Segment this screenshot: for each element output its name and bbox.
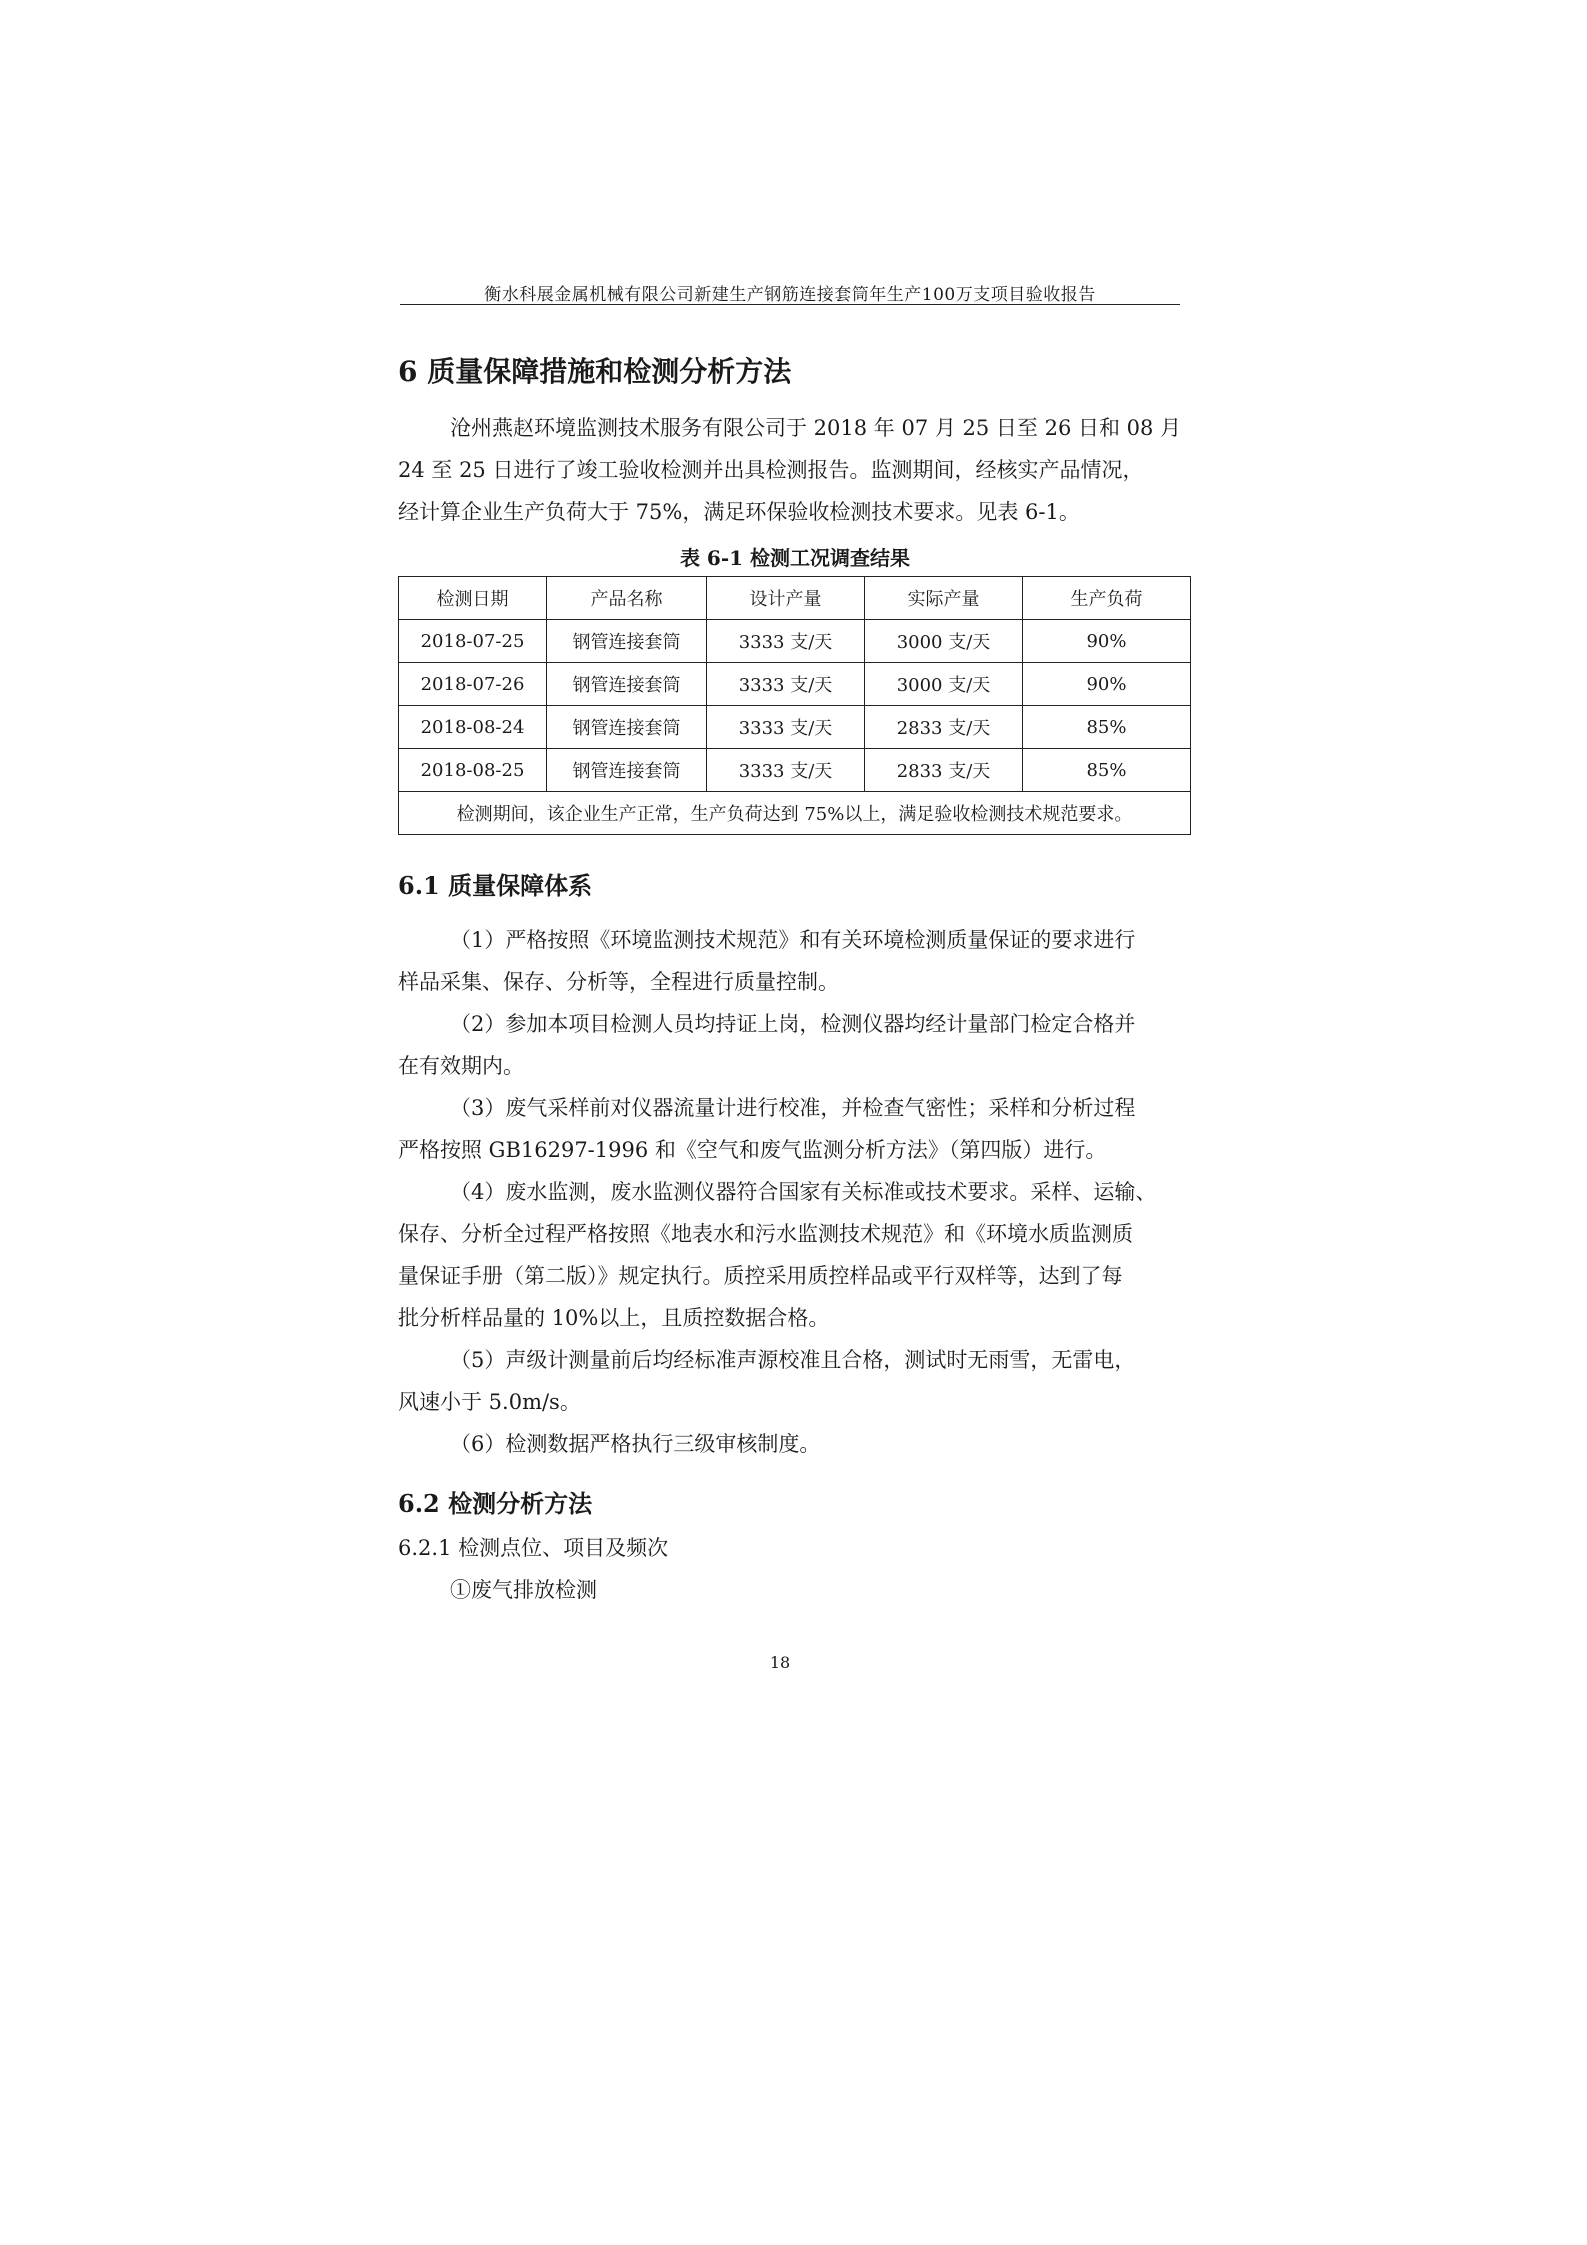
quality-line-1: （1）严格按照《环境监测技术规范》和有关环境检测质量保证的要求进行 bbox=[450, 928, 1136, 952]
quality-line-11: （5）声级计测量前后均经标准声源校准且合格，测试时无雨雪，无雷电， bbox=[450, 1348, 1136, 1372]
section-6-2-heading: 6.2 检测分析方法 bbox=[398, 1489, 593, 1518]
quality-line-4: 在有效期内。 bbox=[398, 1054, 524, 1078]
col-header-date: 检测日期 bbox=[399, 577, 547, 620]
exhaust-gas-item: ①废气排放检测 bbox=[450, 1578, 597, 1602]
quality-line-3: （2）参加本项目检测人员均持证上岗，检测仪器均经计量部门检定合格并 bbox=[450, 1012, 1136, 1036]
cell-actual-output: 3000 支/天 bbox=[865, 620, 1023, 663]
section-6-1-heading: 6.1 质量保障体系 bbox=[398, 871, 593, 900]
cell-load: 90% bbox=[1023, 620, 1191, 663]
cell-date: 2018-07-25 bbox=[399, 620, 547, 663]
quality-line-13: （6）检测数据严格执行三级审核制度。 bbox=[450, 1432, 821, 1456]
cell-date: 2018-07-26 bbox=[399, 663, 547, 706]
quality-line-7: （4）废水监测，废水监测仪器符合国家有关标准或技术要求。采样、运输、 bbox=[450, 1180, 1157, 1204]
quality-line-5: （3）废气采样前对仪器流量计进行校准，并检查气密性；采样和分析过程 bbox=[450, 1096, 1136, 1120]
table-row bbox=[399, 706, 1191, 749]
subsection-6-2-1: 6.2.1 检测点位、项目及频次 bbox=[398, 1536, 669, 1560]
col-header-product: 产品名称 bbox=[547, 577, 707, 620]
cell-date: 2018-08-24 bbox=[399, 706, 547, 749]
col-header-design-output: 设计产量 bbox=[707, 577, 865, 620]
table-header-row bbox=[399, 577, 1191, 620]
cell-product: 钢管连接套筒 bbox=[547, 620, 707, 663]
cell-design-output: 3333 支/天 bbox=[707, 620, 865, 663]
col-header-actual-output: 实际产量 bbox=[865, 577, 1023, 620]
table-caption: 表 6-1 检测工况调查结果 bbox=[679, 546, 911, 570]
cell-actual-output: 2833 支/天 bbox=[865, 706, 1023, 749]
table-note: 检测期间，该企业生产正常，生产负荷达到 75%以上，满足验收检测技术规范要求。 bbox=[399, 792, 1191, 835]
quality-line-10: 批分析样品量的 10%以上，且质控数据合格。 bbox=[398, 1306, 830, 1330]
table-row bbox=[399, 663, 1191, 706]
quality-line-8: 保存、分析全过程严格按照《地表水和污水监测技术规范》和《环境水质监测质 bbox=[398, 1222, 1133, 1246]
intro-line-1: 沧州燕赵环境监测技术服务有限公司于 2018 年 07 月 25 日至 26 日和 08 月 bbox=[450, 416, 1182, 440]
table-note-row bbox=[399, 792, 1191, 835]
intro-line-2: 24 至 25 日进行了竣工验收检测并出具检测报告。监测期间，经核实产品情况， bbox=[398, 458, 1144, 482]
quality-line-2: 样品采集、保存、分析等，全程进行质量控制。 bbox=[398, 970, 839, 994]
page-number: 18 bbox=[769, 1653, 791, 1672]
cell-actual-output: 3000 支/天 bbox=[865, 663, 1023, 706]
quality-line-9: 量保证手册（第二版）》规定执行。质控采用质控样品或平行双样等，达到了每 bbox=[398, 1264, 1123, 1288]
cell-design-output: 3333 支/天 bbox=[707, 749, 865, 792]
cell-product: 钢管连接套筒 bbox=[547, 663, 707, 706]
table-row bbox=[399, 620, 1191, 663]
cell-actual-output: 2833 支/天 bbox=[865, 749, 1023, 792]
cell-design-output: 3333 支/天 bbox=[707, 706, 865, 749]
cell-design-output: 3333 支/天 bbox=[707, 663, 865, 706]
work-condition-table bbox=[398, 576, 1191, 835]
cell-product: 钢管连接套筒 bbox=[547, 749, 707, 792]
cell-load: 90% bbox=[1023, 663, 1191, 706]
col-header-load: 生产负荷 bbox=[1023, 577, 1191, 620]
running-header: 衡水科展金属机械有限公司新建生产钢筋连接套筒年生产100万支项目验收报告 bbox=[484, 285, 1096, 305]
header-rule bbox=[400, 304, 1180, 305]
cell-product: 钢管连接套筒 bbox=[547, 706, 707, 749]
intro-line-3: 经计算企业生产负荷大于 75%，满足环保验收检测技术要求。见表 6-1。 bbox=[398, 500, 1080, 524]
quality-line-6: 严格按照 GB16297-1996 和《空气和废气监测分析方法》（第四版）进行。 bbox=[398, 1138, 1107, 1162]
table-row bbox=[399, 749, 1191, 792]
cell-load: 85% bbox=[1023, 749, 1191, 792]
cell-date: 2018-08-25 bbox=[399, 749, 547, 792]
cell-load: 85% bbox=[1023, 706, 1191, 749]
section-6-heading: 6 质量保障措施和检测分析方法 bbox=[398, 355, 792, 388]
quality-line-12: 风速小于 5.0m/s。 bbox=[398, 1390, 581, 1414]
